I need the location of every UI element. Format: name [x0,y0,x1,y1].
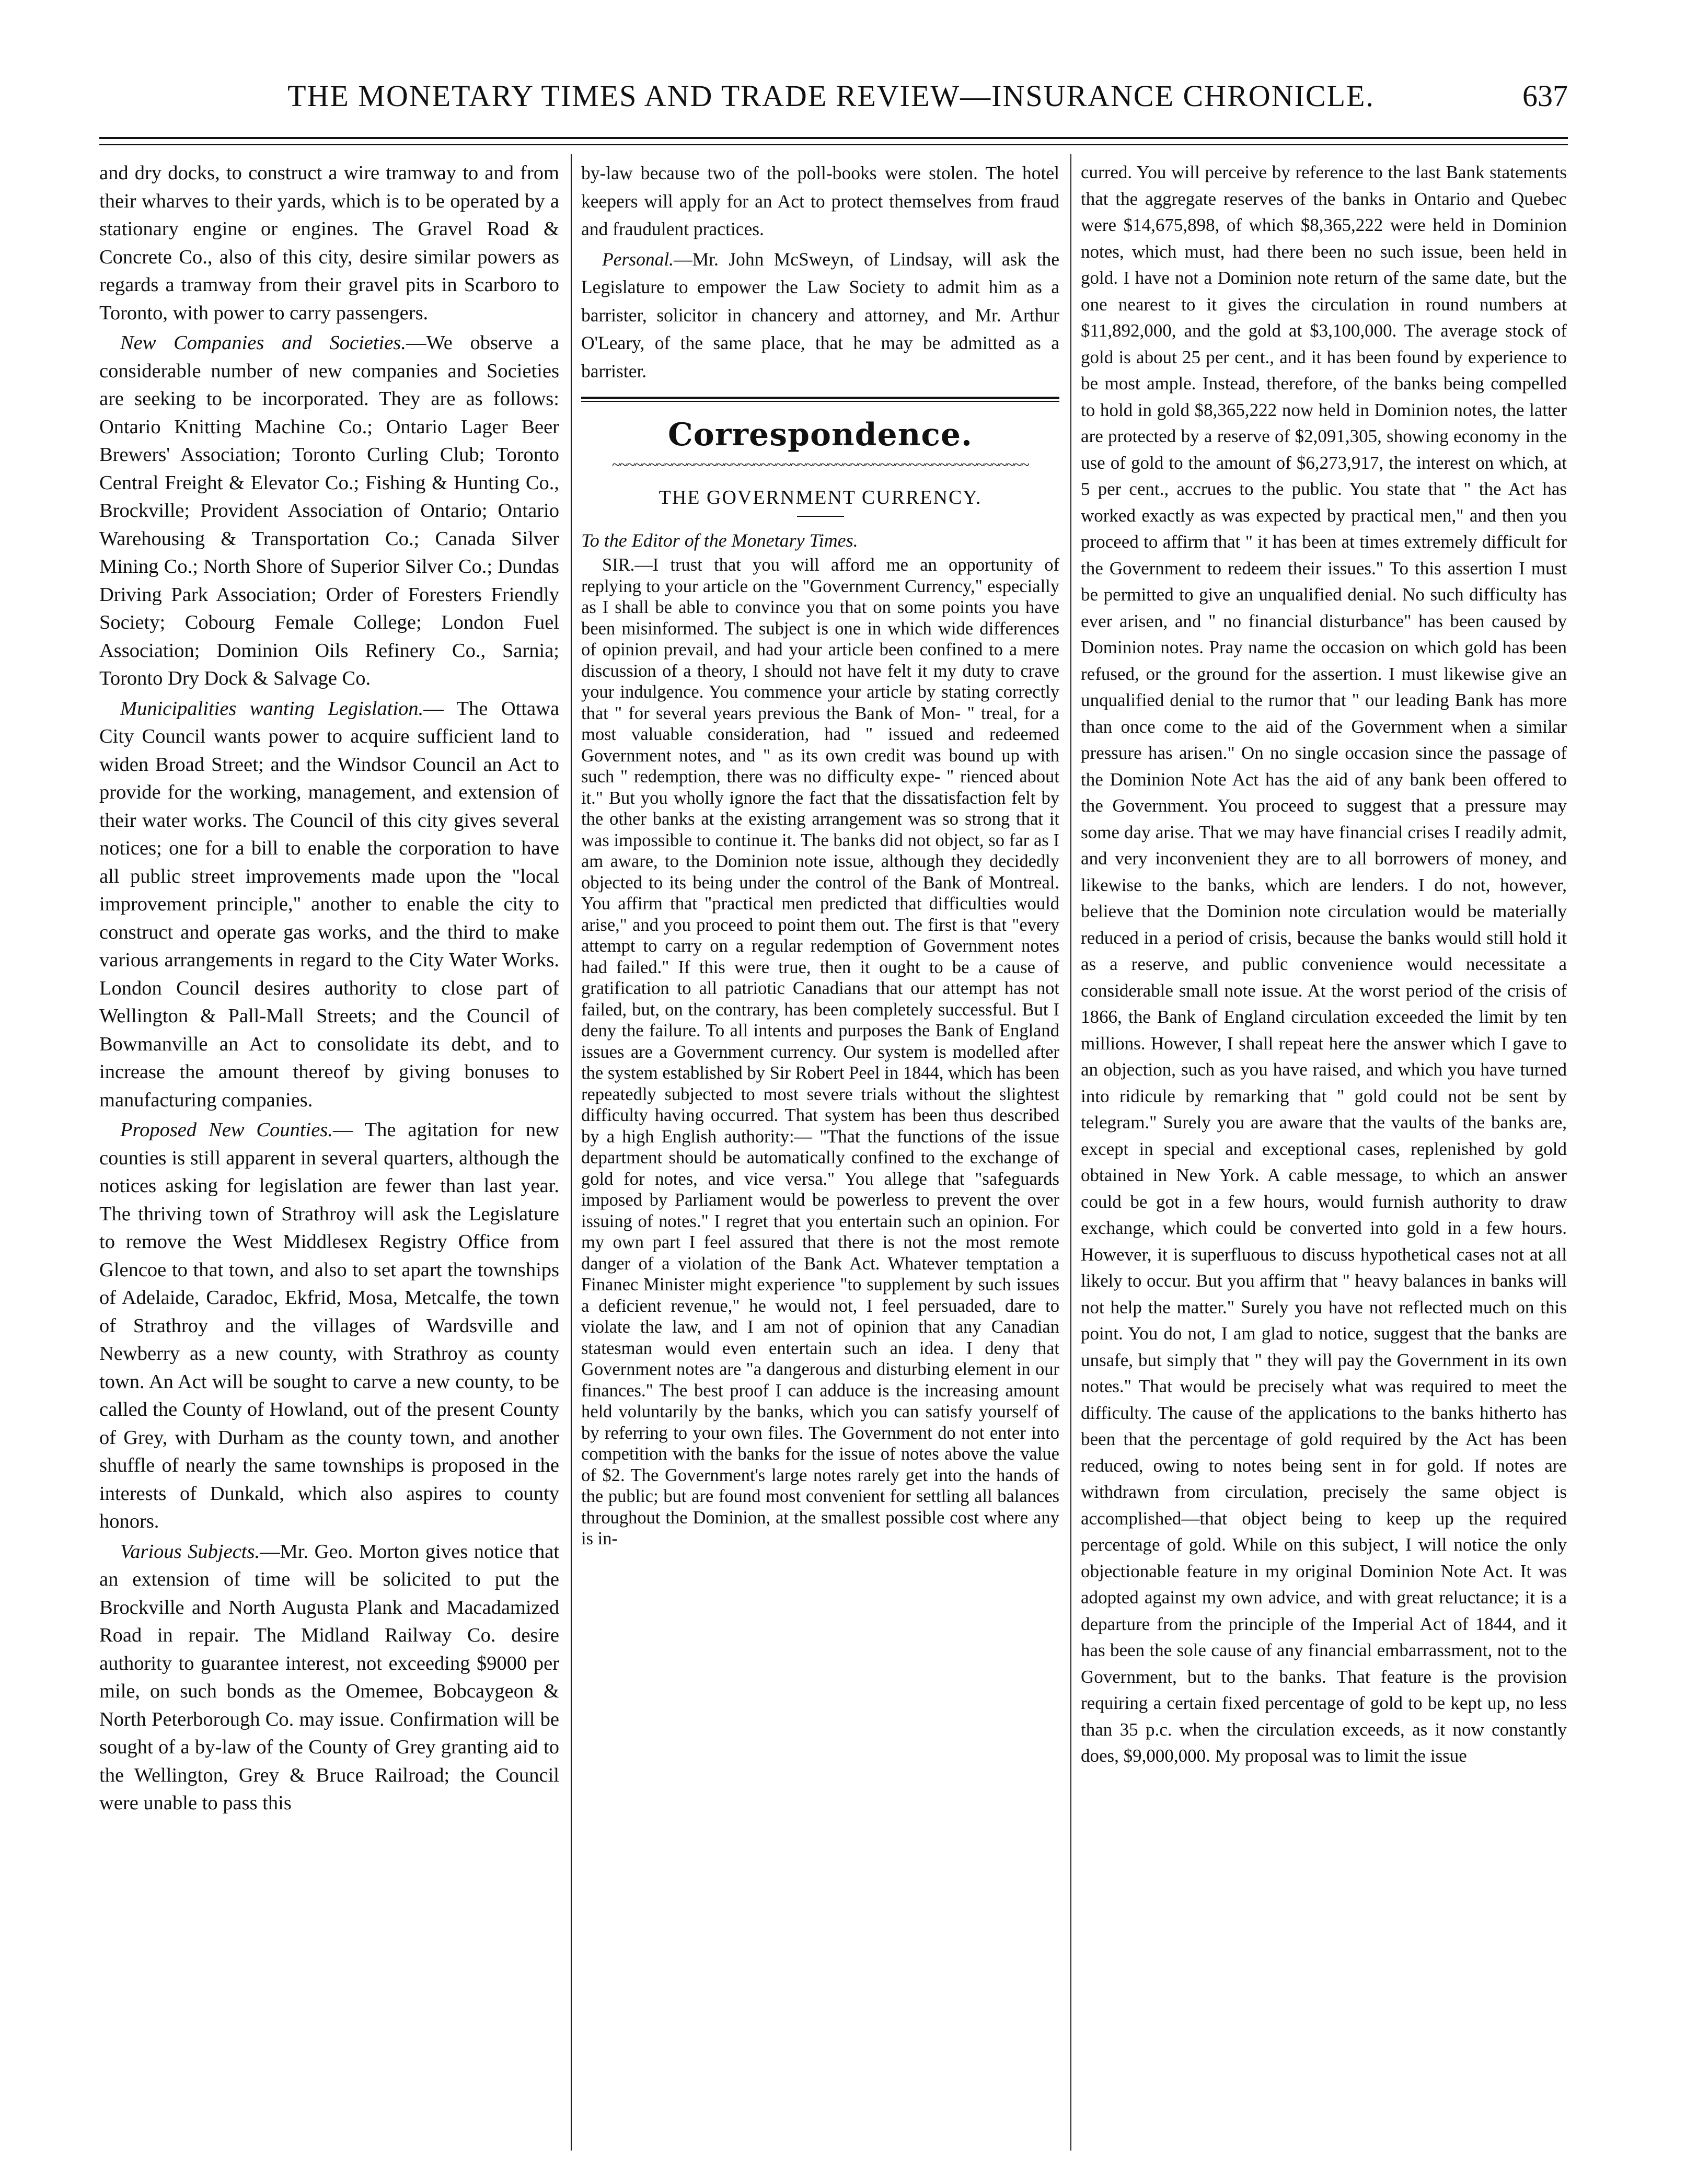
paragraph-heading: Municipalities wanting Legislation. [120,697,424,720]
paragraph-personal [581,246,1059,386]
column-1 [99,159,559,1820]
wavy-divider: ~~~~~~~~~~~~~~~~~~~~~~~~~~~~~~~~~~~~~~~~~~~~~~~~~~~~~~~~ [612,457,1029,473]
section-rule-thick [581,397,1059,399]
paragraph-municipalities [99,695,559,1115]
paragraph-body: — The Ottawa City Council wants power to acquire sufficient land to widen Broad Street; and the Windsor Council an Act to provide for the working, management, and extension of their water works. The Council of this city gives several notices; one for a bill to enable the corporation to have all public street improvements made upon the "local improvement principle," another to enable the city to construct and operate gas works, and the third to make various arrangements in regard to the City Water Works. London Council desires authority to close part of Wellington & Pall-Mall Streets; and the Council of Bowmanville an Act to consolidate its debt, and to increase the amount thereof by giving bonuses to manufacturing companies. [99,697,559,1111]
page-header [99,78,1568,125]
letter-body: SIR.—I trust that you will afford me an opportunity of replying to your article on the "Government Currency," especially as I shall be able to convince you that on some points you have been misinformed. The subject is one in which wide differences of opinion prevail, and had your article been confined to a mere discussion of a theory, I should not have felt it my duty to crave your indulgence. You commence your article by stating correctly that " for several years previous the Bank of Mon- " treal, for a most valuable consideration, had " issued and redeemed Government notes, and " as its own credit was bound up with such " redemption, there was no difficulty expe- " rienced about it." But you wholly ignore the fact that the dissatisfaction felt by the other banks at the existing arrangement was so strong that it was impossible to continue it. The banks did not object, so far as I am aware, to the Dominion note issue, although they decidedly objected to its being under the control of the Bank of Montreal. You affirm that "practical men predicted that difficulties would arise," and you proceed to point them out. The first is that "every attempt to carry on a regular redemption of Government notes had failed." If this were true, then it ought to be a cause of gratification to all patriotic Canadians that our attempt has not failed, but, on the contrary, has been completely successful. But I deny the failure. To all intents and purposes the Bank of England issues are a Government currency. Our system is modelled after the system established by Sir Robert Peel in 1844, which has been repeatedly subjected to most severe trials without the slightest difficulty having occurred. That system has been thus described by a high English authority:— "That the functions of the issue department should be automatically confined to the exchange of gold for notes, and vice versa." You allege that "safeguards imposed by Parliament would be powerless to prevent the over issuing of notes." I regret that you entertain such an opinion. For my own part I feel assured that there is not the most remote danger of a violation of the Bank Act. Whatever temptation a Finanec Minister might experience "to supplement by such issues a deficient revenue," he would not, I feel persuaded, dare to violate the law, and I am not of opinion that any Canadian statesman would even entertain such an idea. I deny that Government notes are "a dangerous and disturbing element in our finances." The best proof I can adduce is the increasing amount held voluntarily by the banks, which you can satisfy yourself of by referring to your own files. The Government do not enter into competition with the banks for the issue of notes above the value of $2. The Government's large notes rarely get into the hands of the public; but are found most convenient for settling all balances throughout the Dominion, at the smallest possible cost where any is in- [581,555,1059,1549]
paragraph-heading: Various Subjects. [120,1540,260,1563]
short-rule [797,516,844,517]
column-3 [1081,159,1567,1772]
paragraph-continued: and dry docks, to construct a wire tramway to and from their wharves to their yards, which is to be operated by a stationary engine or engines. The Gravel Road & Concrete Co., also of this city, desire similar powers as regards a tramway from their gravel pits in Scarboro to Toronto, with power to carry passengers. [99,162,559,324]
letter-body-continued: curred. You will perceive by reference to the last Bank statements that the aggregate reserves of the banks in Ontario and Quebec were $14,675,898, of which $8,365,222 were held in Dominion notes, which must, had there been no such issue, been held in gold. I have not a Dominion note return of the same date, but the one nearest to it gives the circulation in round numbers at $11,892,000, and the gold at $3,100,000. The average stock of gold is about 25 per cent., and it has been found by experience to be most ample. Instead, therefore, of the banks being compelled to hold in gold $8,365,222 now held in Dominion notes, the latter are protected by a reserve of $2,091,305, showing economy in the use of gold to the amount of $6,273,917, the interest on which, at 5 per cent., accrues to the public. You state that " the Act has worked exactly as was expected by practical men," and then you proceed to affirm that " it has been at times extremely difficult for the Government to redeem their issues." To this assertion I must be permitted to give an unqualified denial. No such difficulty has ever arisen, and " no financial disturbance" has been caused by Dominion notes. Pray name the occasion on which gold has been refused, or the ground for the assertion. I must likewise give an unqualified denial to the rumor that " our leading Bank has more than once come to the aid of the Government when a similar pressure has arisen." On no single occasion since the passage of the Dominion Note Act has the aid of any bank been offered to the Government. You proceed to suggest that a pressure may some day arise. That we may have financial crises I readily admit, and very inconvenient they are to all borrowers of money, and likewise to the banks, which are lenders. I do not, however, believe that the Dominion note circulation would be materially reduced in a period of crisis, because the banks would still hold it as a reserve, and public convenience would necessitate a considerable small note issue. At the worst period of the crisis of 1866, the Bank of England circulation exceeded the limit by ten millions. However, I shall repeat here the answer which I gave to an objection, such as you have raised, and which you have turned into ridicule by remarking that " gold could not be sent by telegram." Surely you are aware that the vaults of the banks are, except in special and exceptional cases, replenished by gold obtained in New York. A cable message, to which an answer could be got in a few hours, would furnish authority to draw exchange, which could be converted into gold in a few hours. However, it is superfluous to discuss hypothetical cases not at all likely to occur. But you affirm that " heavy balances in banks will not help the matter." Surely you have not reflected much on this point. You do not, I am glad to notice, suggest that the banks are unsafe, but simply that " they will pay the Government in its own notes." That would be precisely what was required to meet the difficulty. The cause of the applications to the banks hitherto has been that the percentage of gold required by the Act has been reduced, owing to notes being sent in for gold. If notes are withdrawn from circulation, precisely the same object is accomplished—that object being to keep up the required percentage of gold. While on this subject, I will notice the only objectionable feature in my original Dominion Note Act. It was adopted against my own advice, and with great reluctance; it is a departure from the principle of the Imperial Act of 1844, and it has been the sole cause of any financial embarrassment, not to the Government, but to the banks. That feature is the provision requiring a certain fixed percentage of gold to be kept up, no less than 35 p.c. when the circulation exceeds, as it now constantly does, $9,000,000. My proposal was to limit the issue [1081,162,1567,1766]
paragraph-body: —Mr. Geo. Morton gives notice that an extension of time will be solicited to put the Brockville and North Augusta Plank and Macadamized Road in repair. The Midland Railway Co. desire authority to guarantee interest, not exceeding $9000 per mile, on such bonds as the Omemee, Bobcaygeon & North Peterborough Co. may issue. Confirmation will be sought of a by-law of the County of Grey granting aid to the Wellington, Grey & Bruce Railroad; the Council were unable to pass this [99,1540,559,1814]
paragraph-new-counties [99,1116,559,1536]
header-rule-thick [99,137,1568,139]
paragraph-heading: Personal. [602,248,674,270]
paragraph-heading: Proposed New Counties. [120,1119,333,1141]
header-rule-thin [99,144,1568,145]
paragraph-body: — The agitation for new counties is still apparent in several quarters, although the notices asking for legislation are fewer than last year. The thriving town of Strathroy will ask the Legislature to remove the West Middlesex Registry Office from Glencoe to that town, and also to set apart the townships of Adelaide, Caradoc, Ekfrid, Mosa, Metcalfe, the town of Strathroy and the villages of Wardsville and Newberry as a new county, with Strathroy as county town. An Act will be sought to carve a new county, to be called the County of Howland, out of the present County of Grey, with Durham as the county town, and another shuffle of nearly the same townships is proposed in the interests of Dunkald, which also aspires to county honors. [99,1119,559,1532]
page-number: 637 [1522,79,1568,113]
paragraph-body: —Mr. John McSweyn, of Lindsay, will ask the Legislature to empower the Law Society to admit him as a barrister, solicitor in chancery and attorney, and Mr. Arthur O'Leary, of the same place, that he may be admitted as a barrister. [581,248,1059,382]
column-divider-2 [1070,154,1071,2151]
section-rule-thin [581,401,1059,402]
section-title: Correspondence. [668,417,973,453]
column-divider-1 [571,154,572,2151]
paragraph-various-subjects [99,1538,559,1818]
paragraph-new-companies [99,329,559,693]
paragraph-body: —We observe a considerable number of new companies and Societies are seeking to be incorporated. They are as follows: Ontario Knitting Machine Co.; Ontario Lager Beer Brewers' Association; Toronto Curling Club; Toronto Central Freight & Elevator Co.; Fishing & Hunting Co., Brockville; Provident Association of Ontario; Ontario Warehousing & Transportation Co.; Canada Silver Mining Co.; North Shore of Superior Silver Co.; Dundas Driving Park Association; Order of Foresters Friendly Society; Cobourg Female College; London Fuel Association; Dominion Oils Refinery Co., Sarnia; Toronto Dry Dock & Salvage Co. [99,332,559,689]
paragraph-heading: New Companies and Societies. [120,332,406,354]
paragraph-continued: by-law because two of the poll-books were stolen. The hotel keepers will apply for an Act to protect themselves from fraud and fraudulent practices. [581,163,1059,239]
salutation-line: To the Editor of the Monetary Times. [581,530,858,551]
column-2 [581,159,1059,1552]
running-title: THE MONETARY TIMES AND TRADE REVIEW—INSURANCE CHRONICLE. [287,79,1375,113]
article-title: THE GOVERNMENT CURRENCY. [659,487,982,509]
